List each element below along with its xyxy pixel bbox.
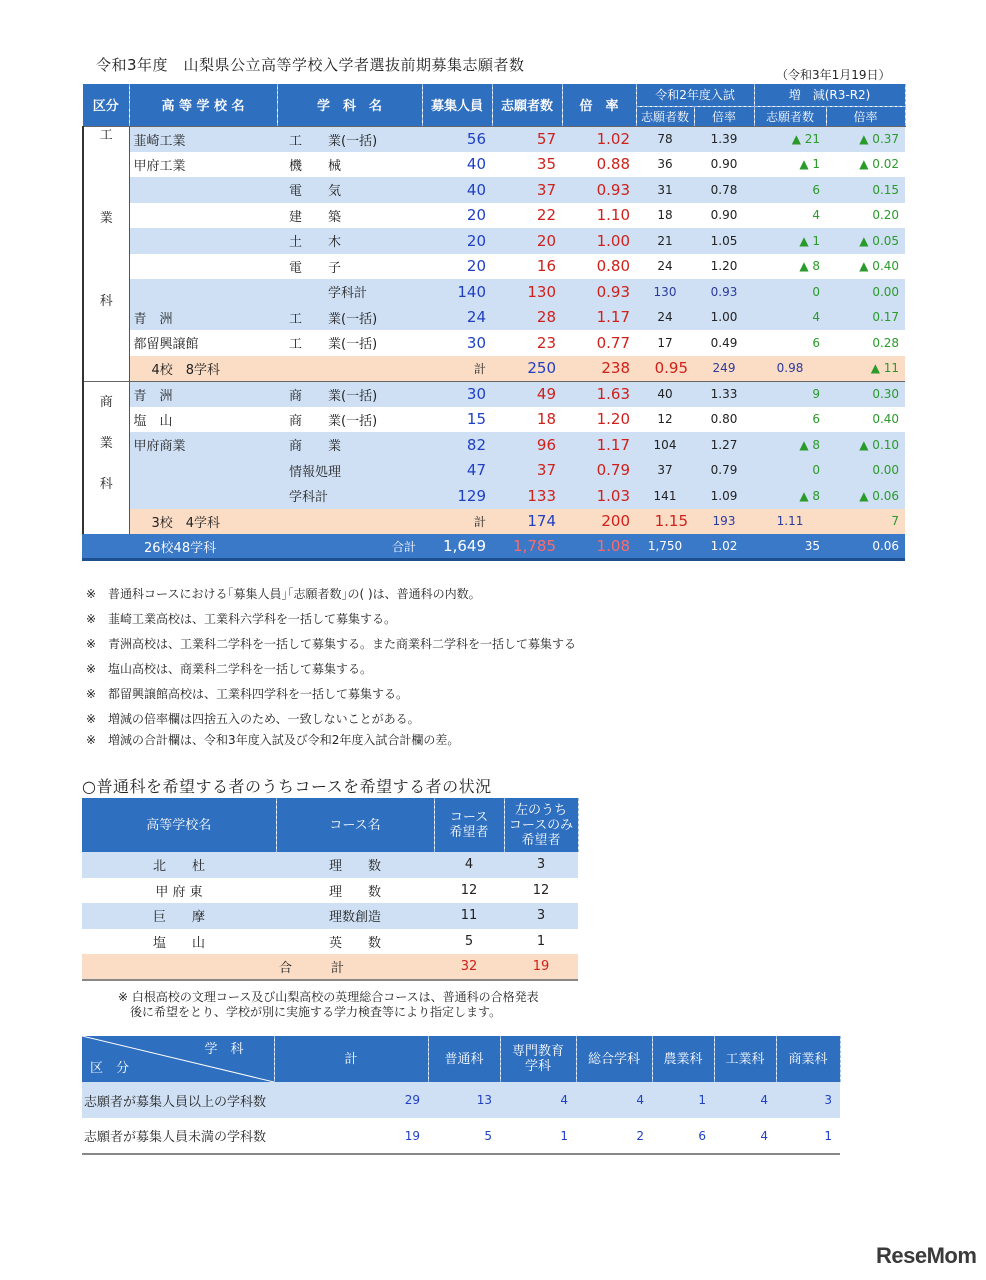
- cell-ratio: 0.95: [636, 356, 694, 382]
- count-value: 4: [500, 1082, 576, 1118]
- category-char: 科: [99, 477, 113, 493]
- total-kei: 計: [422, 356, 492, 382]
- cell-chg-ratio: ▲ 0.37: [826, 126, 905, 152]
- cell-prev-ratio: 0.80: [710, 412, 738, 427]
- cell-chg-ratio: 0.06: [826, 534, 905, 560]
- cell-chg-ratio: 0.20: [872, 208, 900, 223]
- cell-prev-app: 249: [694, 356, 754, 382]
- course-table: [82, 798, 579, 981]
- table-row: [82, 1082, 840, 1118]
- cell-prev-app: 78: [636, 126, 694, 152]
- count-value: 19: [274, 1118, 428, 1154]
- course-name: 理 数: [276, 852, 434, 878]
- cell-chg-app: 9: [754, 381, 826, 407]
- cell-ratio: 1.17: [562, 305, 636, 331]
- cell-prev-ratio: 0.98: [754, 356, 826, 382]
- cell-chg-ratio: ▲ 0.40: [859, 259, 900, 274]
- cell-capacity: 24: [422, 305, 492, 331]
- course-header-hope: コース 希望者: [434, 798, 504, 852]
- cell-capacity: 20: [466, 257, 486, 276]
- school-name: 青 洲: [129, 381, 277, 407]
- cell-prev-ratio: 1.02: [694, 534, 754, 560]
- school-name: 韮崎工業: [129, 126, 277, 152]
- cell-ratio: 0.88: [596, 155, 630, 174]
- school-name: [129, 483, 277, 509]
- industrial-total-row: [83, 356, 905, 382]
- subject-name: 土 木: [277, 228, 422, 254]
- header-change-applicants: 志願者数: [754, 106, 826, 126]
- category-label: [83, 381, 129, 534]
- cell-prev-ratio: 1.33: [694, 381, 754, 407]
- school-name: [129, 177, 277, 203]
- cell-prev-app: 104: [636, 432, 694, 458]
- course-section-title: ○普通科を希望する者のうちコースを希望する者の状況: [82, 777, 492, 796]
- cell-chg-app: ▲ 21: [754, 126, 826, 152]
- cell-prev-ratio: 1.11: [754, 509, 826, 535]
- subject-name: 商 業(一括): [277, 381, 422, 407]
- cell-capacity: 82: [422, 432, 492, 458]
- count-value: 2: [576, 1118, 652, 1154]
- cell-ratio: 1.03: [562, 483, 636, 509]
- cell-capacity: 250: [492, 356, 562, 382]
- cell-chg-ratio: 0.40: [872, 412, 900, 427]
- page-title: 令和3年度 山梨県公立高等学校入学者選抜前期募集志願者数: [96, 56, 525, 74]
- course-only: 12: [532, 882, 550, 898]
- cell-applicants: 35: [536, 155, 556, 174]
- course-only: 3: [504, 852, 578, 878]
- cell-capacity: 15: [466, 410, 486, 429]
- cell-capacity: 40: [422, 177, 492, 203]
- note-item: ※ 都留興譲館高校は、工業科四学科を一括して募集する。: [86, 687, 409, 701]
- resemom-logo: ReseMom: [876, 1243, 977, 1268]
- cell-chg-app: ▲ 1: [754, 228, 826, 254]
- cell-chg-app: 6: [812, 335, 821, 350]
- commercial-total-row: [83, 509, 905, 535]
- cell-chg-ratio: ▲ 0.06: [826, 483, 905, 509]
- count-row-label: 志願者が募集人員以上の学科数: [82, 1082, 274, 1118]
- cell-prev-app: 193: [694, 509, 754, 535]
- cell-chg-app: ▲ 11: [826, 356, 905, 382]
- header-applicants: 志願者数: [492, 84, 562, 126]
- subject-count-table: [82, 1036, 841, 1155]
- subject-name: 商 業(一括): [289, 413, 378, 429]
- cell-chg-ratio: 0.28: [872, 335, 900, 350]
- cell-prev-app: 141: [636, 483, 694, 509]
- note-item: ※ 青洲高校は、工業科二学科を一括して募集する。また商業科二学科を一括して募集する: [86, 637, 577, 651]
- table-row: [83, 330, 905, 356]
- cell-prev-ratio: 0.79: [694, 458, 754, 484]
- cell-prev-app: 40: [636, 381, 694, 407]
- course-header-school: 高等学校名: [82, 798, 276, 852]
- note-item: ※ 増減の倍率欄は四捨五入のため、一致しないことがある。: [86, 712, 420, 726]
- table-row: [83, 152, 905, 178]
- count-header-col: 工業科: [714, 1036, 776, 1082]
- cell-chg-app: ▲ 8: [799, 259, 821, 274]
- subject-name: 機 械: [289, 158, 342, 174]
- table-row: [83, 177, 905, 203]
- category-char: 科: [99, 294, 113, 309]
- school-name: 青 洲: [129, 305, 277, 331]
- count-header-col: 農業科: [652, 1036, 714, 1082]
- table-row: [82, 929, 578, 955]
- table-row: [82, 903, 578, 929]
- cell-ratio: 1.10: [596, 206, 630, 225]
- count-value: 3: [776, 1082, 840, 1118]
- course-hope: 4: [434, 852, 504, 878]
- count-header-total: 計: [274, 1036, 428, 1082]
- total-label: 3校 4学科: [129, 509, 422, 535]
- table-row: [83, 407, 905, 433]
- subject-name: 工 業(一括): [277, 126, 422, 152]
- table-row: [83, 228, 905, 254]
- note-item: ※ 増減の合計欄は、令和3年度入試及び令和2年度入試合計欄の差。: [86, 733, 460, 747]
- course-total-hope: 32: [434, 954, 504, 980]
- school-name: [129, 203, 277, 229]
- cell-prev-app: 37: [636, 458, 694, 484]
- cell-applicants: 130: [492, 279, 562, 305]
- cell-applicants: 49: [492, 381, 562, 407]
- note-item: ※ 塩山高校は、商業科二学科を一括して募集する。: [86, 662, 373, 676]
- cell-prev-ratio: 1.27: [694, 432, 754, 458]
- cell-chg-ratio: ▲ 0.05: [826, 228, 905, 254]
- cell-prev-app: 17: [657, 335, 673, 350]
- school-name: 甲府商業: [129, 432, 277, 458]
- header-school: 高 等 学 校 名: [129, 84, 277, 126]
- table-row: [83, 483, 905, 509]
- cell-prev-app: 31: [636, 177, 694, 203]
- cell-chg-ratio: 0.00: [826, 458, 905, 484]
- course-name: 英 数: [328, 935, 381, 951]
- school-name: 甲府工業: [133, 158, 186, 174]
- course-school: 北 杜: [82, 852, 276, 878]
- cell-chg-app: ▲ 8: [754, 483, 826, 509]
- course-note: ※ 白根高校の文理コース及び山梨高校の英理総合コースは、普通科の合格発表 後に希望をとり、学校が別に実施する学力検査等により指定します。: [118, 990, 539, 1019]
- total-kei: 計: [422, 509, 492, 535]
- course-school: 巨 摩: [82, 903, 276, 929]
- cell-applicants: 16: [536, 257, 556, 276]
- table-row: [82, 852, 578, 878]
- course-school: 塩 山: [152, 935, 205, 951]
- cell-prev-ratio: 1.20: [710, 259, 738, 274]
- course-total-only: 19: [504, 954, 578, 980]
- header-prev-ratio: 倍率: [694, 106, 754, 126]
- count-value: 1: [776, 1118, 840, 1154]
- cell-prev-app: 36: [657, 157, 673, 172]
- count-value: 29: [274, 1082, 428, 1118]
- grand-total-row: [83, 534, 905, 560]
- cell-ratio: 1.20: [596, 410, 630, 429]
- cell-chg-app: 7: [826, 509, 905, 535]
- cell-applicants: 238: [562, 356, 636, 382]
- count-value: 6: [652, 1118, 714, 1154]
- cell-applicants: 37: [492, 458, 562, 484]
- cell-chg-app: ▲ 8: [754, 432, 826, 458]
- count-value: 5: [428, 1118, 500, 1154]
- subject-name: 建 築: [289, 209, 342, 225]
- total-label: 26校48学科: [83, 534, 277, 560]
- cell-applicants: 1,785: [492, 534, 562, 560]
- cell-capacity: 1,649: [422, 534, 492, 560]
- cell-prev-app: 12: [657, 412, 673, 427]
- cell-chg-ratio: ▲ 0.02: [859, 157, 900, 172]
- cell-ratio: 1.08: [562, 534, 636, 560]
- count-value: 4: [576, 1082, 652, 1118]
- cell-prev-ratio: 0.93: [694, 279, 754, 305]
- header-ratio: 倍 率: [562, 84, 636, 126]
- cell-applicants: 200: [562, 509, 636, 535]
- table-row: [83, 305, 905, 331]
- count-header-top: 学 科: [204, 1042, 244, 1057]
- cell-applicants: 22: [536, 206, 556, 225]
- school-name: 都留興譲館: [133, 337, 199, 353]
- cell-applicants: 96: [492, 432, 562, 458]
- cell-applicants: 23: [536, 333, 556, 352]
- cell-ratio: 0.80: [596, 257, 630, 276]
- table-row: [83, 458, 905, 484]
- course-header-only: 左のうち コースのみ 希望者: [504, 798, 578, 852]
- cell-chg-app: 6: [812, 412, 821, 427]
- course-header-course: コース名: [276, 798, 434, 852]
- course-only: 3: [504, 903, 578, 929]
- cell-ratio: 0.77: [596, 333, 630, 352]
- header-prev-group: 令和2年度入試: [636, 84, 754, 106]
- subject-name: 学科計: [277, 483, 422, 509]
- cell-chg-ratio: 0.30: [826, 381, 905, 407]
- cell-prev-ratio: 0.78: [694, 177, 754, 203]
- course-hope: 11: [434, 903, 504, 929]
- table-row: [82, 1118, 840, 1154]
- course-name: 理 数: [328, 884, 381, 900]
- cell-prev-ratio: 1.05: [694, 228, 754, 254]
- category-char: 業: [99, 436, 113, 452]
- note-item: ※ 普通科コースにおける｢募集人員｣｢志願者数｣の( )は、普通科の内数。: [86, 587, 481, 601]
- cell-prev-app: 24: [657, 259, 673, 274]
- cell-capacity: 20: [422, 228, 492, 254]
- school-name: 塩 山: [133, 413, 173, 429]
- count-header-col: 総合学科: [576, 1036, 652, 1082]
- cell-chg-ratio: 0.15: [826, 177, 905, 203]
- cell-prev-ratio: 1.00: [694, 305, 754, 331]
- header-change-ratio: 倍率: [826, 106, 905, 126]
- cell-ratio: 1.00: [562, 228, 636, 254]
- cell-ratio: 0.79: [562, 458, 636, 484]
- cell-prev-app: 18: [657, 208, 673, 223]
- table-row: [82, 878, 578, 904]
- cell-ratio: 0.93: [562, 177, 636, 203]
- school-name: [129, 228, 277, 254]
- cell-chg-app: 0: [754, 279, 826, 305]
- header-prev-applicants: 志願者数: [636, 106, 694, 126]
- category-char: 商: [99, 395, 113, 411]
- count-value: 1: [500, 1118, 576, 1154]
- cell-prev-ratio: 1.09: [694, 483, 754, 509]
- cell-prev-ratio: 0.49: [710, 335, 738, 350]
- cell-capacity: 129: [422, 483, 492, 509]
- course-name: 理数創造: [276, 903, 434, 929]
- cell-prev-ratio: 0.90: [710, 157, 738, 172]
- count-value: 4: [714, 1082, 776, 1118]
- table-row: [83, 254, 905, 280]
- cell-capacity: 140: [422, 279, 492, 305]
- cell-capacity: 47: [422, 458, 492, 484]
- subject-name: 学科計: [277, 279, 422, 305]
- total-kei: 合計: [277, 534, 422, 560]
- cell-chg-ratio: 0.00: [826, 279, 905, 305]
- school-name: [129, 254, 277, 280]
- subject-name: 工 業(一括): [289, 337, 378, 353]
- cell-capacity: 174: [492, 509, 562, 535]
- date-label: （令和3年1月19日）: [776, 68, 891, 82]
- cell-prev-app: 21: [636, 228, 694, 254]
- count-value: 1: [652, 1082, 714, 1118]
- category-char: 工: [99, 128, 113, 143]
- subject-name: 工 業(一括): [277, 305, 422, 331]
- cell-applicants: 133: [492, 483, 562, 509]
- header-category: 区分: [83, 84, 129, 126]
- course-total-label: 合 計: [82, 954, 434, 980]
- cell-ratio: 1.63: [562, 381, 636, 407]
- count-value: 13: [428, 1082, 500, 1118]
- cell-chg-app: 35: [754, 534, 826, 560]
- cell-ratio: 0.93: [562, 279, 636, 305]
- cell-chg-app: ▲ 1: [799, 157, 821, 172]
- course-hope: 12: [460, 882, 478, 898]
- table-row: [83, 203, 905, 229]
- cell-capacity: 56: [422, 126, 492, 152]
- cell-chg-ratio: 0.17: [826, 305, 905, 331]
- header-subject: 学 科 名: [277, 84, 422, 126]
- category-label: [83, 126, 129, 381]
- count-row-label: 志願者が募集人員未満の学科数: [82, 1118, 274, 1154]
- cell-applicants: 18: [536, 410, 556, 429]
- count-header-diagonal: [82, 1036, 274, 1082]
- count-header-col: 普通科: [428, 1036, 500, 1082]
- cell-ratio: 1.02: [562, 126, 636, 152]
- cell-chg-app: 4: [754, 305, 826, 331]
- subject-name: 電 子: [289, 260, 342, 276]
- course-school: 甲 府 東: [155, 884, 203, 900]
- count-header-col: 専門教育 学科: [500, 1036, 576, 1082]
- table-row: [83, 432, 905, 458]
- cell-capacity: 30: [466, 333, 486, 352]
- table-row: [83, 126, 905, 152]
- cell-capacity: 30: [422, 381, 492, 407]
- cell-chg-app: 0: [754, 458, 826, 484]
- cell-applicants: 57: [492, 126, 562, 152]
- cell-capacity: 40: [466, 155, 486, 174]
- cell-prev-app: 24: [636, 305, 694, 331]
- cell-prev-ratio: 1.39: [694, 126, 754, 152]
- cell-prev-ratio: 0.90: [710, 208, 738, 223]
- header-change-group: 増 減(R3-R2): [754, 84, 905, 106]
- course-total-row: [82, 954, 578, 980]
- note-item: ※ 韮崎工業高校は、工業科六学科を一括して募集する。: [86, 612, 397, 626]
- notes-list: [86, 582, 576, 753]
- cell-ratio: 1.15: [636, 509, 694, 535]
- subject-name: 情報処理: [277, 458, 422, 484]
- count-header-col: 商業科: [776, 1036, 840, 1082]
- cell-chg-ratio: ▲ 0.10: [826, 432, 905, 458]
- cell-applicants: 37: [492, 177, 562, 203]
- cell-chg-app: 6: [754, 177, 826, 203]
- table-row: [83, 279, 905, 305]
- total-label: 4校 8学科: [129, 356, 422, 382]
- subject-name: 電 気: [277, 177, 422, 203]
- cell-chg-app: 4: [812, 208, 821, 223]
- cell-capacity: 20: [466, 206, 486, 225]
- course-only: 1: [536, 933, 546, 949]
- applicants-table: [82, 84, 906, 561]
- table-row: [83, 381, 905, 407]
- count-value: 4: [714, 1118, 776, 1154]
- subject-name: 商 業: [277, 432, 422, 458]
- count-header-bottom: 区 分: [90, 1061, 130, 1076]
- course-hope: 5: [464, 933, 474, 949]
- school-name: [129, 458, 277, 484]
- category-char: 業: [99, 211, 113, 226]
- cell-applicants: 28: [492, 305, 562, 331]
- header-capacity: 募集人員: [422, 84, 492, 126]
- school-name: [129, 279, 277, 305]
- cell-applicants: 20: [492, 228, 562, 254]
- cell-prev-app: 1,750: [636, 534, 694, 560]
- cell-ratio: 1.17: [562, 432, 636, 458]
- cell-prev-app: 130: [636, 279, 694, 305]
